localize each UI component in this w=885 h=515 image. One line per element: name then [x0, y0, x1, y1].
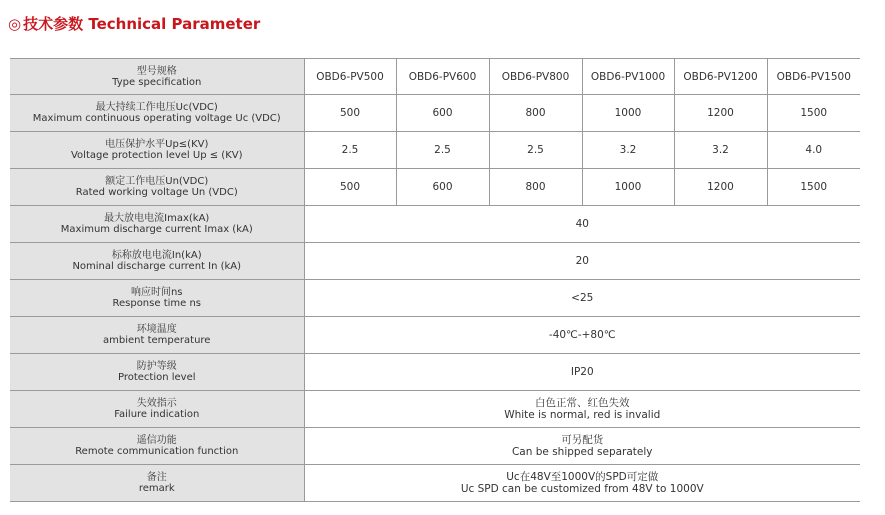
- model-cell: OBD6-PV800: [489, 59, 582, 95]
- value-en: White is normal, red is invalid: [504, 409, 661, 421]
- table-row: [10, 169, 860, 206]
- row-label-cell: [10, 391, 304, 428]
- row-label-en: Response time ns: [112, 298, 202, 309]
- parameter-table: [10, 58, 860, 502]
- value-cn: 可另配货: [561, 434, 604, 446]
- table-row: [10, 280, 860, 317]
- model-cell: OBD6-PV1000: [582, 59, 674, 95]
- row-label-cell: [10, 132, 304, 169]
- value-cell: 4.0: [767, 132, 860, 169]
- value-cn: Uc在48V至1000V的SPD可定做: [506, 471, 659, 483]
- title-cn: 技术参数: [23, 15, 84, 33]
- row-label-en: Protection level: [117, 372, 196, 383]
- value-cell: 1000: [582, 169, 674, 206]
- value-cell: 500: [304, 169, 396, 206]
- title-en: Technical Parameter: [88, 15, 261, 33]
- model-cell: OBD6-PV1500: [767, 59, 860, 95]
- header-label-cell: [10, 59, 304, 95]
- shared-value-cell: 40: [304, 206, 860, 243]
- shared-value-cell: 20: [304, 243, 860, 280]
- circle-mark-icon: ◎: [8, 15, 22, 33]
- value-cell: 1500: [767, 95, 860, 132]
- value-cell: 1500: [767, 169, 860, 206]
- header-label-cn: 型号规格: [136, 65, 177, 77]
- row-label-en: Rated working voltage Un (VDC): [75, 187, 238, 198]
- shared-value-cell: -40℃-+80℃: [304, 317, 860, 354]
- table-row: [10, 354, 860, 391]
- row-label-cn: 电压保护水平Up≤(KV): [105, 139, 209, 150]
- row-label-cell: [10, 206, 304, 243]
- table-row: [10, 95, 860, 132]
- value-cell: 600: [396, 169, 489, 206]
- value-cell: 500: [304, 95, 396, 132]
- shared-value-cell: [304, 391, 860, 428]
- row-label-cell: [10, 317, 304, 354]
- row-label-cn: 防护等级: [136, 361, 177, 372]
- row-label-cn: 最大放电电流Imax(kA): [104, 213, 210, 224]
- row-label-cn: 最大持续工作电压Uc(VDC): [95, 102, 218, 113]
- value-cell: 1200: [674, 169, 767, 206]
- model-cell: OBD6-PV600: [396, 59, 489, 95]
- table-row: [10, 206, 860, 243]
- row-label-cn: 环境温度: [136, 324, 177, 335]
- value-cell: 2.5: [396, 132, 489, 169]
- value-cell: 800: [489, 169, 582, 206]
- row-label-cn: 遥信功能: [136, 435, 177, 446]
- header-row: [10, 59, 860, 95]
- table-row: [10, 132, 860, 169]
- value-en: Uc SPD can be customized from 48V to 1000V: [460, 483, 704, 495]
- row-label-en: Nominal discharge current In (kA): [72, 261, 242, 272]
- row-label-cell: [10, 465, 304, 502]
- row-label-en: Failure indication: [114, 409, 200, 420]
- row-label-en: Maximum continuous operating voltage Uc (VDC): [32, 113, 281, 124]
- shared-value-cell: [304, 465, 860, 502]
- shared-value-cell: [304, 428, 860, 465]
- value-cn: 白色正常、红色失效: [535, 397, 630, 409]
- row-label-cell: [10, 243, 304, 280]
- value-cell: 2.5: [489, 132, 582, 169]
- row-label-en: ambient temperature: [103, 335, 211, 346]
- table-row: [10, 317, 860, 354]
- value-cell: 3.2: [674, 132, 767, 169]
- value-en: Can be shipped separately: [511, 446, 653, 458]
- row-label-cell: [10, 169, 304, 206]
- value-cell: 2.5: [304, 132, 396, 169]
- page-title: [8, 13, 260, 34]
- shared-value-cell: <25: [304, 280, 860, 317]
- value-cell: 1200: [674, 95, 767, 132]
- row-label-cn: 标称放电电流In(kA): [111, 250, 202, 261]
- row-label-cn: 响应时间ns: [130, 287, 183, 298]
- row-label-cell: [10, 95, 304, 132]
- model-cell: OBD6-PV500: [304, 59, 396, 95]
- header-label-en: Type specification: [112, 76, 202, 88]
- row-label-cn: 备注: [146, 472, 167, 483]
- row-label-cn: 失效指示: [136, 398, 177, 409]
- row-label-cell: [10, 280, 304, 317]
- row-label-cell: [10, 428, 304, 465]
- shared-value-cell: IP20: [304, 354, 860, 391]
- row-label-cell: [10, 354, 304, 391]
- row-label-cn: 额定工作电压Un(VDC): [105, 176, 209, 187]
- value-cell: 1000: [582, 95, 674, 132]
- table-row: [10, 428, 860, 465]
- row-label-en: Remote communication function: [75, 446, 239, 457]
- value-cell: 3.2: [582, 132, 674, 169]
- table-row: [10, 465, 860, 502]
- model-cell: OBD6-PV1200: [674, 59, 767, 95]
- row-label-en: Maximum discharge current Imax (kA): [60, 224, 253, 235]
- value-cell: 800: [489, 95, 582, 132]
- row-label-en: remark: [138, 483, 175, 494]
- value-cell: 600: [396, 95, 489, 132]
- table-row: [10, 243, 860, 280]
- row-label-en: Voltage protection level Up ≤ (KV): [70, 150, 243, 161]
- table-row: [10, 391, 860, 428]
